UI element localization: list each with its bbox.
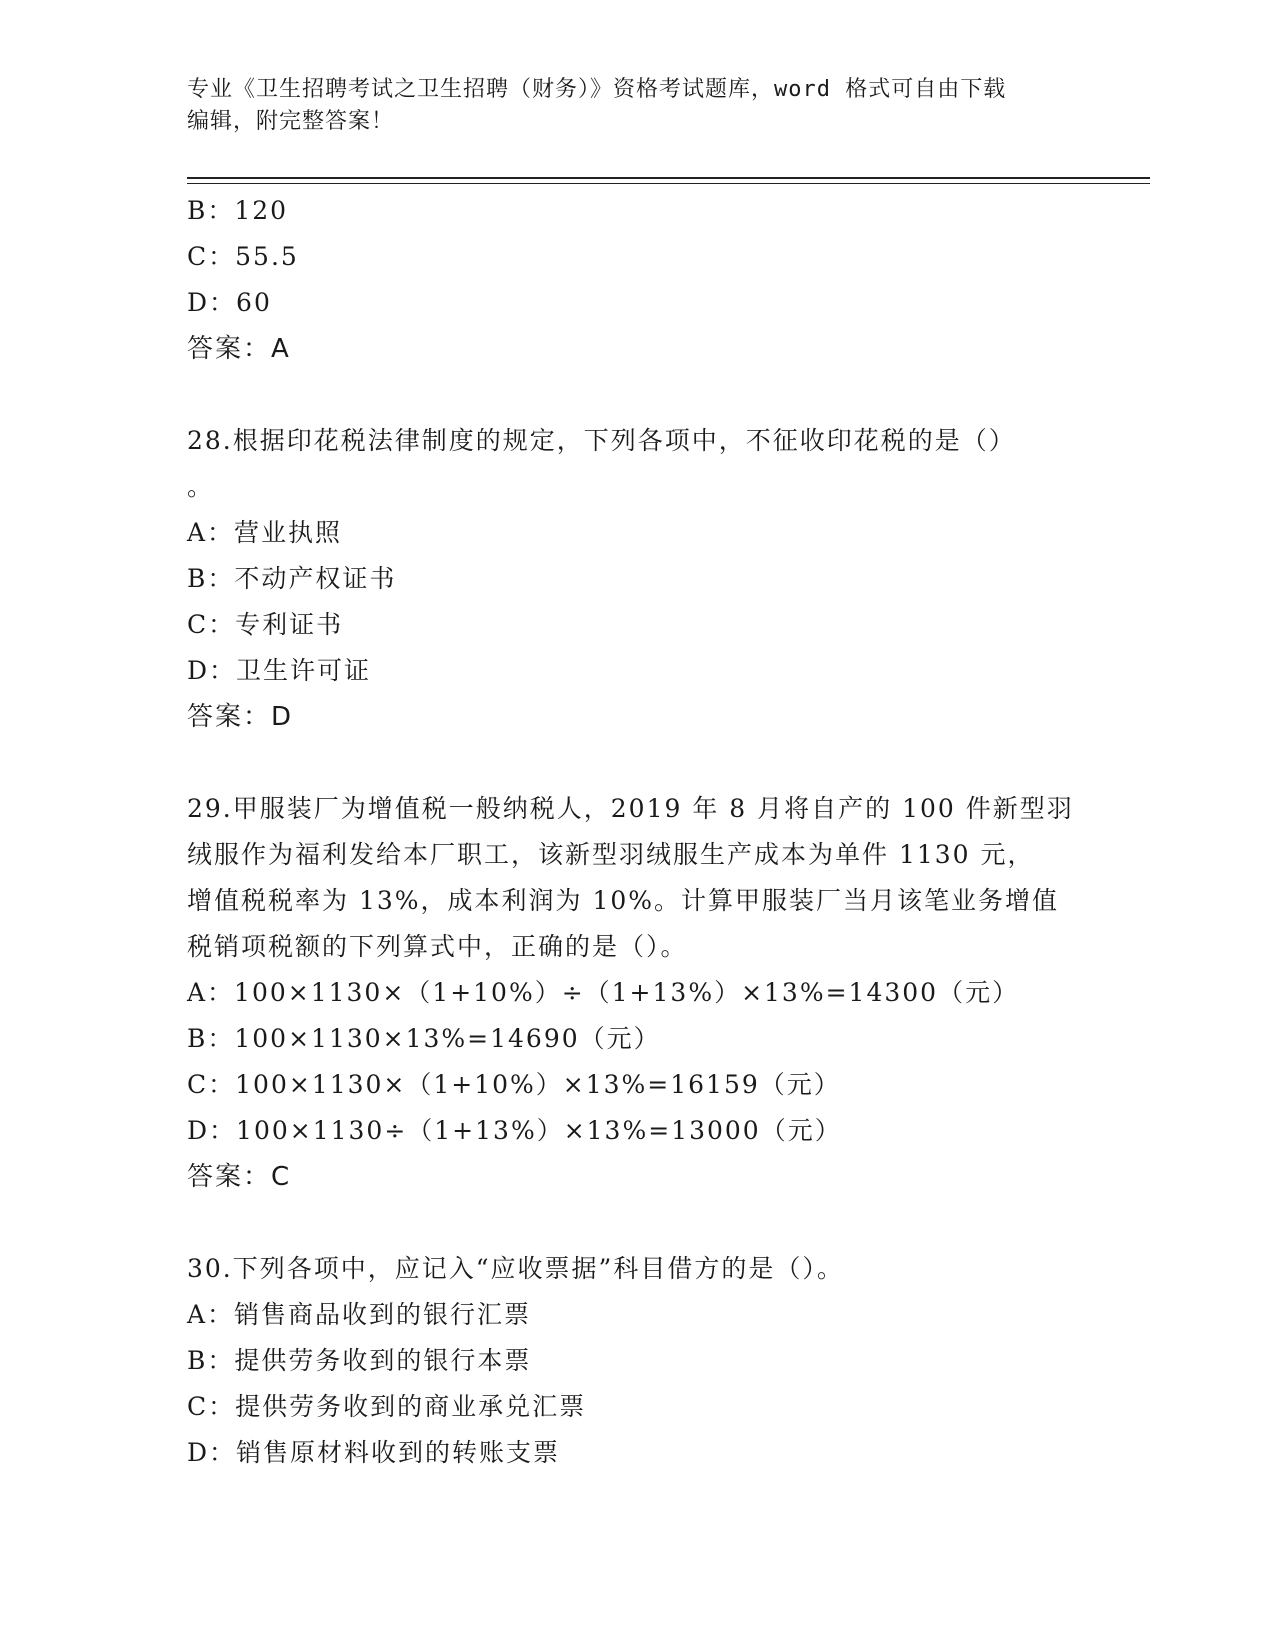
option-c: C：专利证书 <box>187 610 344 639</box>
answer-line: 答案：D <box>187 702 294 732</box>
question-stem: 29.甲服装厂为增值税一般纳税人，2019 年 8 月将自产的 100 件新型羽 <box>187 794 1074 823</box>
question-30 <box>187 1246 1087 1476</box>
question-stem: 增值税税率为 13%，成本利润为 10%。计算甲服装厂当月该笔业务增值 <box>187 886 1060 915</box>
prev-question-block <box>187 188 1087 372</box>
question-stem: 税销项税额的下列算式中，正确的是（）。 <box>187 932 688 961</box>
option-b: B：不动产权证书 <box>187 564 397 593</box>
spacer <box>187 372 1087 418</box>
question-28 <box>187 418 1087 740</box>
spacer <box>187 740 1087 786</box>
header-divider-thick <box>187 177 1150 179</box>
option-b: B：提供劳务收到的银行本票 <box>187 1346 532 1375</box>
document-header <box>187 74 1087 138</box>
option-c: C：55.5 <box>187 242 299 271</box>
option-c: C：100×1130×（1+10%）×13%=16159（元） <box>187 1070 841 1099</box>
header-line-2: 编辑，附完整答案！ <box>187 109 395 134</box>
answer-line: 答案：C <box>187 1162 292 1192</box>
question-stem: 28.根据印花税法律制度的规定，下列各项中，不征收印花税的是（） <box>187 426 1016 455</box>
option-b: B：120 <box>187 196 289 225</box>
header-divider-thin <box>187 183 1150 184</box>
answer-line: 答案：A <box>187 334 291 364</box>
option-a: A：100×1130×（1+10%）÷（1+13%）×13%=14300（元） <box>187 978 1020 1007</box>
option-d: D：卫生许可证 <box>187 656 372 685</box>
option-b: B：100×1130×13%=14690（元） <box>187 1024 661 1053</box>
option-a: A：销售商品收到的银行汇票 <box>187 1300 532 1329</box>
option-d: D：60 <box>187 288 272 317</box>
header-line-1: 专业《卫生招聘考试之卫生招聘（财务）》资格考试题库，word 格式可自由下载 <box>187 77 1007 102</box>
spacer <box>187 1200 1087 1246</box>
question-content <box>187 188 1087 1476</box>
option-a: A：营业执照 <box>187 518 343 547</box>
question-stem: 。 <box>187 472 215 501</box>
option-d: D：100×1130÷（1+13%）×13%=13000（元） <box>187 1116 842 1145</box>
option-d: D：销售原材料收到的转账支票 <box>187 1438 561 1467</box>
option-c: C：提供劳务收到的商业承兑汇票 <box>187 1392 587 1421</box>
question-stem: 绒服作为福利发给本厂职工，该新型羽绒服生产成本为单件 1130 元， <box>187 840 1035 869</box>
question-29 <box>187 786 1087 1200</box>
question-stem: 30.下列各项中，应记入“应收票据”科目借方的是（）。 <box>187 1254 844 1283</box>
